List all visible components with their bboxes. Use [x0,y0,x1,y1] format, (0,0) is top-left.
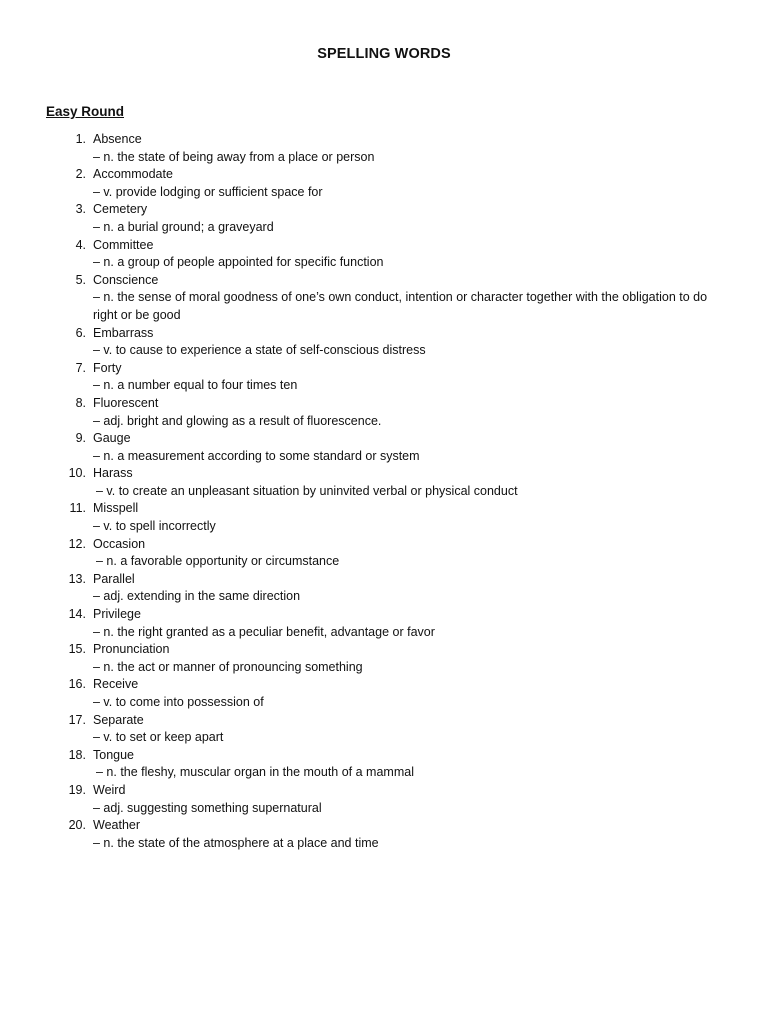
item-number: 10. [68,466,86,481]
spelling-word: Committee [93,237,154,252]
spelling-word-list [0,131,768,852]
page-title: SPELLING WORDS [317,46,451,62]
item-number: 8. [75,395,86,410]
list-item [0,606,768,641]
spelling-word: Weird [93,782,126,797]
list-item [0,360,768,395]
word-definition: – v. to set or keep apart [93,730,224,745]
list-item [0,395,768,430]
spelling-word: Forty [93,360,122,375]
list-item [0,571,768,606]
list-item [0,430,768,465]
item-number: 17. [68,712,86,727]
spelling-word: Parallel [93,571,135,586]
spelling-word: Accommodate [93,167,173,182]
item-number: 18. [68,747,86,762]
item-number: 6. [75,325,86,340]
word-definition: – n. a measurement according to some standard or system [93,448,420,463]
word-definition: – v. to create an unpleasant situation by uninvited verbal or physical conduct [96,483,518,498]
item-number: 12. [68,536,86,551]
spelling-word: Occasion [93,536,146,551]
word-definition: – v. to cause to experience a state of self-conscious distress [93,343,426,358]
spelling-word: Fluorescent [93,395,159,410]
word-definition: – n. the right granted as a peculiar benefit, advantage or favor [93,624,435,639]
item-number: 1. [75,132,86,146]
list-item [0,272,768,325]
word-definition: – n. a group of people appointed for specific function [93,255,384,270]
word-definition: – v. provide lodging or sufficient space for [93,184,323,199]
item-number: 2. [75,167,86,182]
word-definition: – v. to spell incorrectly [93,519,216,534]
spelling-word: Privilege [93,607,141,622]
list-item [0,465,768,500]
list-item [0,641,768,676]
word-definition: – adj. bright and glowing as a result of fluorescence. [93,413,382,428]
word-definition: – n. the state of being away from a place or person [93,149,375,164]
list-item [0,325,768,360]
spelling-word: Tongue [93,747,135,762]
list-item [0,166,768,201]
item-number: 5. [75,272,86,287]
item-number: 7. [75,360,86,375]
spelling-word: Misspell [93,501,139,516]
list-item [0,131,768,166]
item-number: 9. [75,431,86,446]
word-definition: – n. a number equal to four times ten [93,378,298,393]
item-number: 11. [69,501,86,516]
word-definition: – n. a favorable opportunity or circumstance [96,554,340,569]
word-definition: – n. a burial ground; a graveyard [93,219,274,234]
spelling-word: Conscience [93,272,159,287]
list-item [0,237,768,272]
item-number: 19. [68,782,86,797]
spelling-word: Weather [93,818,141,833]
word-definition: – adj. suggesting something supernatural [93,800,322,815]
word-definition: – n. the act or manner of pronouncing something [93,659,363,674]
spelling-word: Separate [93,712,144,727]
list-item [0,712,768,747]
word-definition: – n. the fleshy, muscular organ in the mouth of a mammal [96,765,414,780]
spelling-word: Cemetery [93,202,148,217]
section-heading-easy-round: Easy Round [46,104,125,119]
list-item [0,201,768,236]
word-definition: – v. to come into possession of [93,695,264,709]
list-item [0,536,768,571]
spelling-word: Pronunciation [93,642,170,657]
item-number: 16. [68,677,86,692]
list-item [0,817,768,852]
word-definition: – adj. extending in the same direction [93,589,301,604]
item-number: 14. [68,607,86,622]
spelling-word: Receive [93,677,139,692]
item-number: 4. [75,237,86,252]
list-item [0,676,768,711]
word-definition: – n. the state of the atmosphere at a place and time [93,835,379,850]
item-number: 13. [68,571,86,586]
list-item [0,782,768,817]
spelling-word: Embarrass [93,325,154,340]
word-definition: – n. the sense of moral goodness of one’s own conduct, intention or character together with the obligation to do right or be good [93,290,708,322]
list-item [0,500,768,535]
spelling-word: Harass [93,466,133,481]
item-number: 15. [68,642,86,657]
list-item [0,747,768,782]
item-number: 20. [68,818,86,833]
spelling-word: Gauge [93,431,131,446]
spelling-word: Absence [93,132,142,146]
item-number: 3. [75,202,86,217]
